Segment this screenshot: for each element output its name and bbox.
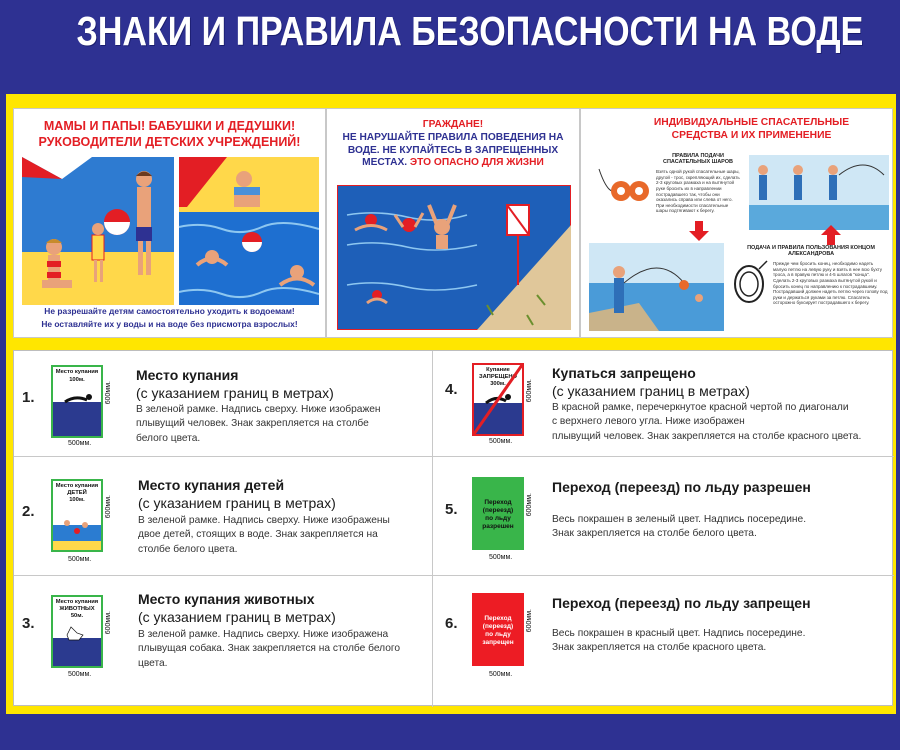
sign-description [552, 401, 892, 444]
sign-heading: Переход (переезд) по льду запрещен [552, 595, 811, 611]
row-divider [14, 575, 894, 576]
desc-line: В зеленой рамке. Надпись сверху. Ниже изображен [136, 404, 381, 415]
sign-text: ЗАПРЕЩЕНО [478, 374, 518, 380]
panel-parents-footer-line: Не разрешайте детям самостоятельно уходить к водоемам! [44, 306, 295, 316]
desc-line: двое детей, стоящих в воде. Знак закрепляется на [138, 529, 378, 541]
sign-heading: Место купания [136, 367, 239, 383]
sign-width: 500мм. [68, 671, 92, 678]
panel-parents-footer [14, 305, 325, 330]
desc-line: плывущий человек. Знак закрепляется на столбе красного цвета. [552, 430, 862, 442]
panel-citizens-title-part: МЕСТАХ. [362, 157, 408, 169]
desc-line: В красной рамке, перечеркнутое красной чертой по диагонали [552, 402, 849, 413]
sign-text: Место купания [55, 599, 99, 605]
sign-text: Купание [486, 367, 510, 373]
panel-parents-title-line: МАМЫ И ПАПЫ! БАБУШКИ И ДЕДУШКИ! [43, 119, 296, 133]
sign-text: Место купания [55, 483, 99, 489]
sign-height: 600мм. [105, 495, 112, 519]
arrow-down-icon [689, 221, 709, 241]
page-title: ЗНАКИ И ПРАВИЛА БЕЗОПАСНОСТИ НА ВОДЕ [76, 8, 864, 54]
sign-ice-crossing-allowed [472, 477, 524, 550]
panel-citizens-title-part: ЭТО ОПАСНО ДЛЯ ЖИЗНИ [409, 157, 544, 169]
sign-bathing-prohibited [472, 363, 524, 436]
signs-section [13, 350, 893, 706]
sign-text: (переезд) [482, 623, 514, 630]
swimmer-icon [53, 385, 101, 436]
column-divider [432, 351, 433, 707]
rules1-title-line: ПРАВИЛА ПОДАЧИ [672, 153, 724, 159]
children-icon [53, 511, 101, 550]
sign-width: 500мм. [68, 440, 92, 447]
panel-citizens [326, 108, 580, 338]
sign-animal-bathing [51, 595, 103, 668]
sign-heading: Переход (переезд) по льду разрешен [552, 479, 811, 495]
sign-heading: Купаться запрещено [552, 365, 696, 381]
sign-description [138, 514, 428, 557]
sign-height: 600мм. [526, 493, 533, 517]
sign-text: 100м. [69, 497, 85, 503]
sign-text: разрешен [482, 523, 514, 530]
sign-description [552, 513, 892, 542]
sign-number: 6. [445, 615, 458, 632]
sign-text: 50м. [70, 613, 84, 619]
rescuer-throwing-illustration [749, 155, 889, 230]
sign-width: 500мм. [489, 438, 513, 445]
panel-parents-title-line: РУКОВОДИТЕЛИ ДЕТСКИХ УЧРЕЖДЕНИЙ! [38, 134, 301, 149]
rules2-text: Прежде чем бросить конец, необходимо надеть малую петлю на левую руку и взять в нее всю бухту троса, а в правую петлю и 4-5 шлагов "конца". Сделать 2-3 круговых размаха вытянутой рукой и бросить конец по направлению к пострадавшему. Пострадавший должен надеть петлю через голову под руки и держаться руками за петлю. Спасатель осторожно буксирует пострадавшего к берегу. [773, 261, 888, 306]
panel-citizens-title-line: НЕ НАРУШАЙТЕ ПРАВИЛА ПОВЕДЕНИЯ НА [342, 131, 564, 143]
sign-text: Переход [484, 615, 512, 622]
dog-icon [53, 623, 101, 666]
prohibited-swimmer-icon [474, 365, 522, 434]
sign-number: 2. [22, 503, 35, 520]
sign-number: 4. [445, 381, 458, 398]
rules2-title [731, 245, 891, 257]
sign-subheading: (с указанием границ в метрах) [138, 609, 336, 625]
desc-line: плывущий человек. Знак закрепляется на столбе [136, 418, 369, 430]
panel-citizens-title-line: ВОДЕ. НЕ КУПАЙТЕСЬ В ЗАПРЕЩЕННЫХ [347, 144, 559, 156]
poster-frame [6, 94, 896, 714]
sign-text: запрещен [482, 639, 514, 646]
row-divider [14, 456, 894, 457]
sign-heading: Место купания детей [138, 477, 285, 493]
sign-number: 5. [445, 501, 458, 518]
sign-height: 600мм. [105, 611, 112, 635]
sign-heading: Место купания животных [138, 591, 315, 607]
beach-children-illustration [22, 157, 319, 305]
sign-height: 600мм. [105, 381, 112, 405]
desc-line: столбе белого цвета. [138, 543, 238, 555]
desc-line: Весь покрашен в зеленый цвет. Надпись посередине. [552, 514, 807, 525]
sign-number: 1. [22, 389, 35, 406]
rope-coil-icon [729, 259, 769, 309]
sign-text: Место купания [55, 369, 99, 375]
sign-text: по льду [485, 631, 511, 638]
desc-line: В зеленой рамке. Надпись сверху. Ниже изображены [138, 515, 390, 526]
desc-line: белого цвета. [136, 432, 201, 444]
desc-line: Знак закрепляется на столбе красного цвета. [552, 642, 767, 654]
rescuer-shore-illustration [589, 243, 724, 331]
arrow-up-icon [821, 225, 841, 245]
panel-citizens-title [327, 119, 579, 170]
sign-number: 3. [22, 615, 35, 632]
sign-text: ДЕТЕЙ [67, 490, 87, 496]
rules1-text: Взять одной рукой спасательные шары, другой - трос, скрепляющий их, сделать 2-3 круговых размаха и на вытянутой руке бросить их в направлении пострадавшего так, чтобы они оказались справа или слева от него. При необходимости спасательные шары подтягивают к берегу. [656, 169, 740, 214]
sign-description [138, 628, 428, 671]
sign-text: (переезд) [482, 507, 514, 514]
panel-citizens-title-line: ГРАЖДАНЕ! [422, 119, 484, 130]
desc-line: плывущая собака. Знак закрепляется на столбе белого [138, 643, 401, 655]
desc-line: Весь покрашен в красный цвет. Надпись посередине. [552, 628, 806, 639]
panel-parents-footer-line: Не оставляйте их у воды и на воде без присмотра взрослых! [41, 318, 298, 329]
panel-rescue-title-line: ИНДИВИДУАЛЬНЫЕ СПАСАТЕЛЬНЫЕ [653, 117, 850, 128]
sign-subheading: (с указанием границ в метрах) [138, 495, 336, 511]
panel-rescue-means [580, 108, 893, 338]
dangerous-swimming-illustration [337, 185, 571, 330]
sign-description [136, 403, 426, 446]
sign-ice-crossing-prohibited [472, 593, 524, 666]
rules2-title-line: АЛЕКСАНДРОВА [787, 251, 835, 257]
sign-bathing-place [51, 365, 103, 438]
panel-rescue-title [581, 117, 892, 143]
rules1-title [653, 153, 743, 165]
sign-text: ЖИВОТНЫХ [59, 606, 95, 612]
sign-subheading: (с указанием границ в метрах) [552, 383, 750, 399]
sign-width: 500мм. [489, 554, 513, 561]
sign-width: 500мм. [68, 556, 92, 563]
sign-description [552, 627, 892, 656]
sign-width: 500мм. [489, 671, 513, 678]
sign-text: 100м. [69, 377, 85, 383]
rescue-balls-illustration [589, 159, 659, 219]
rules2-title-line: ПОДАЧА И ПРАВИЛА ПОЛЬЗОВАНИЯ КОНЦОМ [747, 245, 875, 251]
panel-parents-title [14, 119, 325, 150]
sign-text: 300м. [490, 381, 506, 387]
panel-parents [13, 108, 326, 338]
sign-text: по льду [485, 515, 511, 522]
desc-line: цвета. [138, 657, 168, 669]
desc-line: Знак закрепляется на столбе белого цвета. [552, 528, 757, 540]
sign-children-bathing [51, 479, 103, 552]
sign-subheading: (с указанием границ в метрах) [136, 385, 334, 401]
panel-rescue-title-line: СРЕДСТВА И ИХ ПРИМЕНЕНИЕ [671, 129, 832, 141]
sign-text: Переход [484, 499, 512, 506]
rules1-title-line: СПАСАТЕЛЬНЫХ ШАРОВ [662, 159, 734, 165]
desc-line: В зеленой рамке. Надпись сверху. Ниже изображена [138, 629, 389, 640]
desc-line: с верхнего левого угла. Ниже изображен [552, 416, 745, 428]
sign-height: 600мм. [526, 609, 533, 633]
sign-height: 600мм. [526, 379, 533, 403]
